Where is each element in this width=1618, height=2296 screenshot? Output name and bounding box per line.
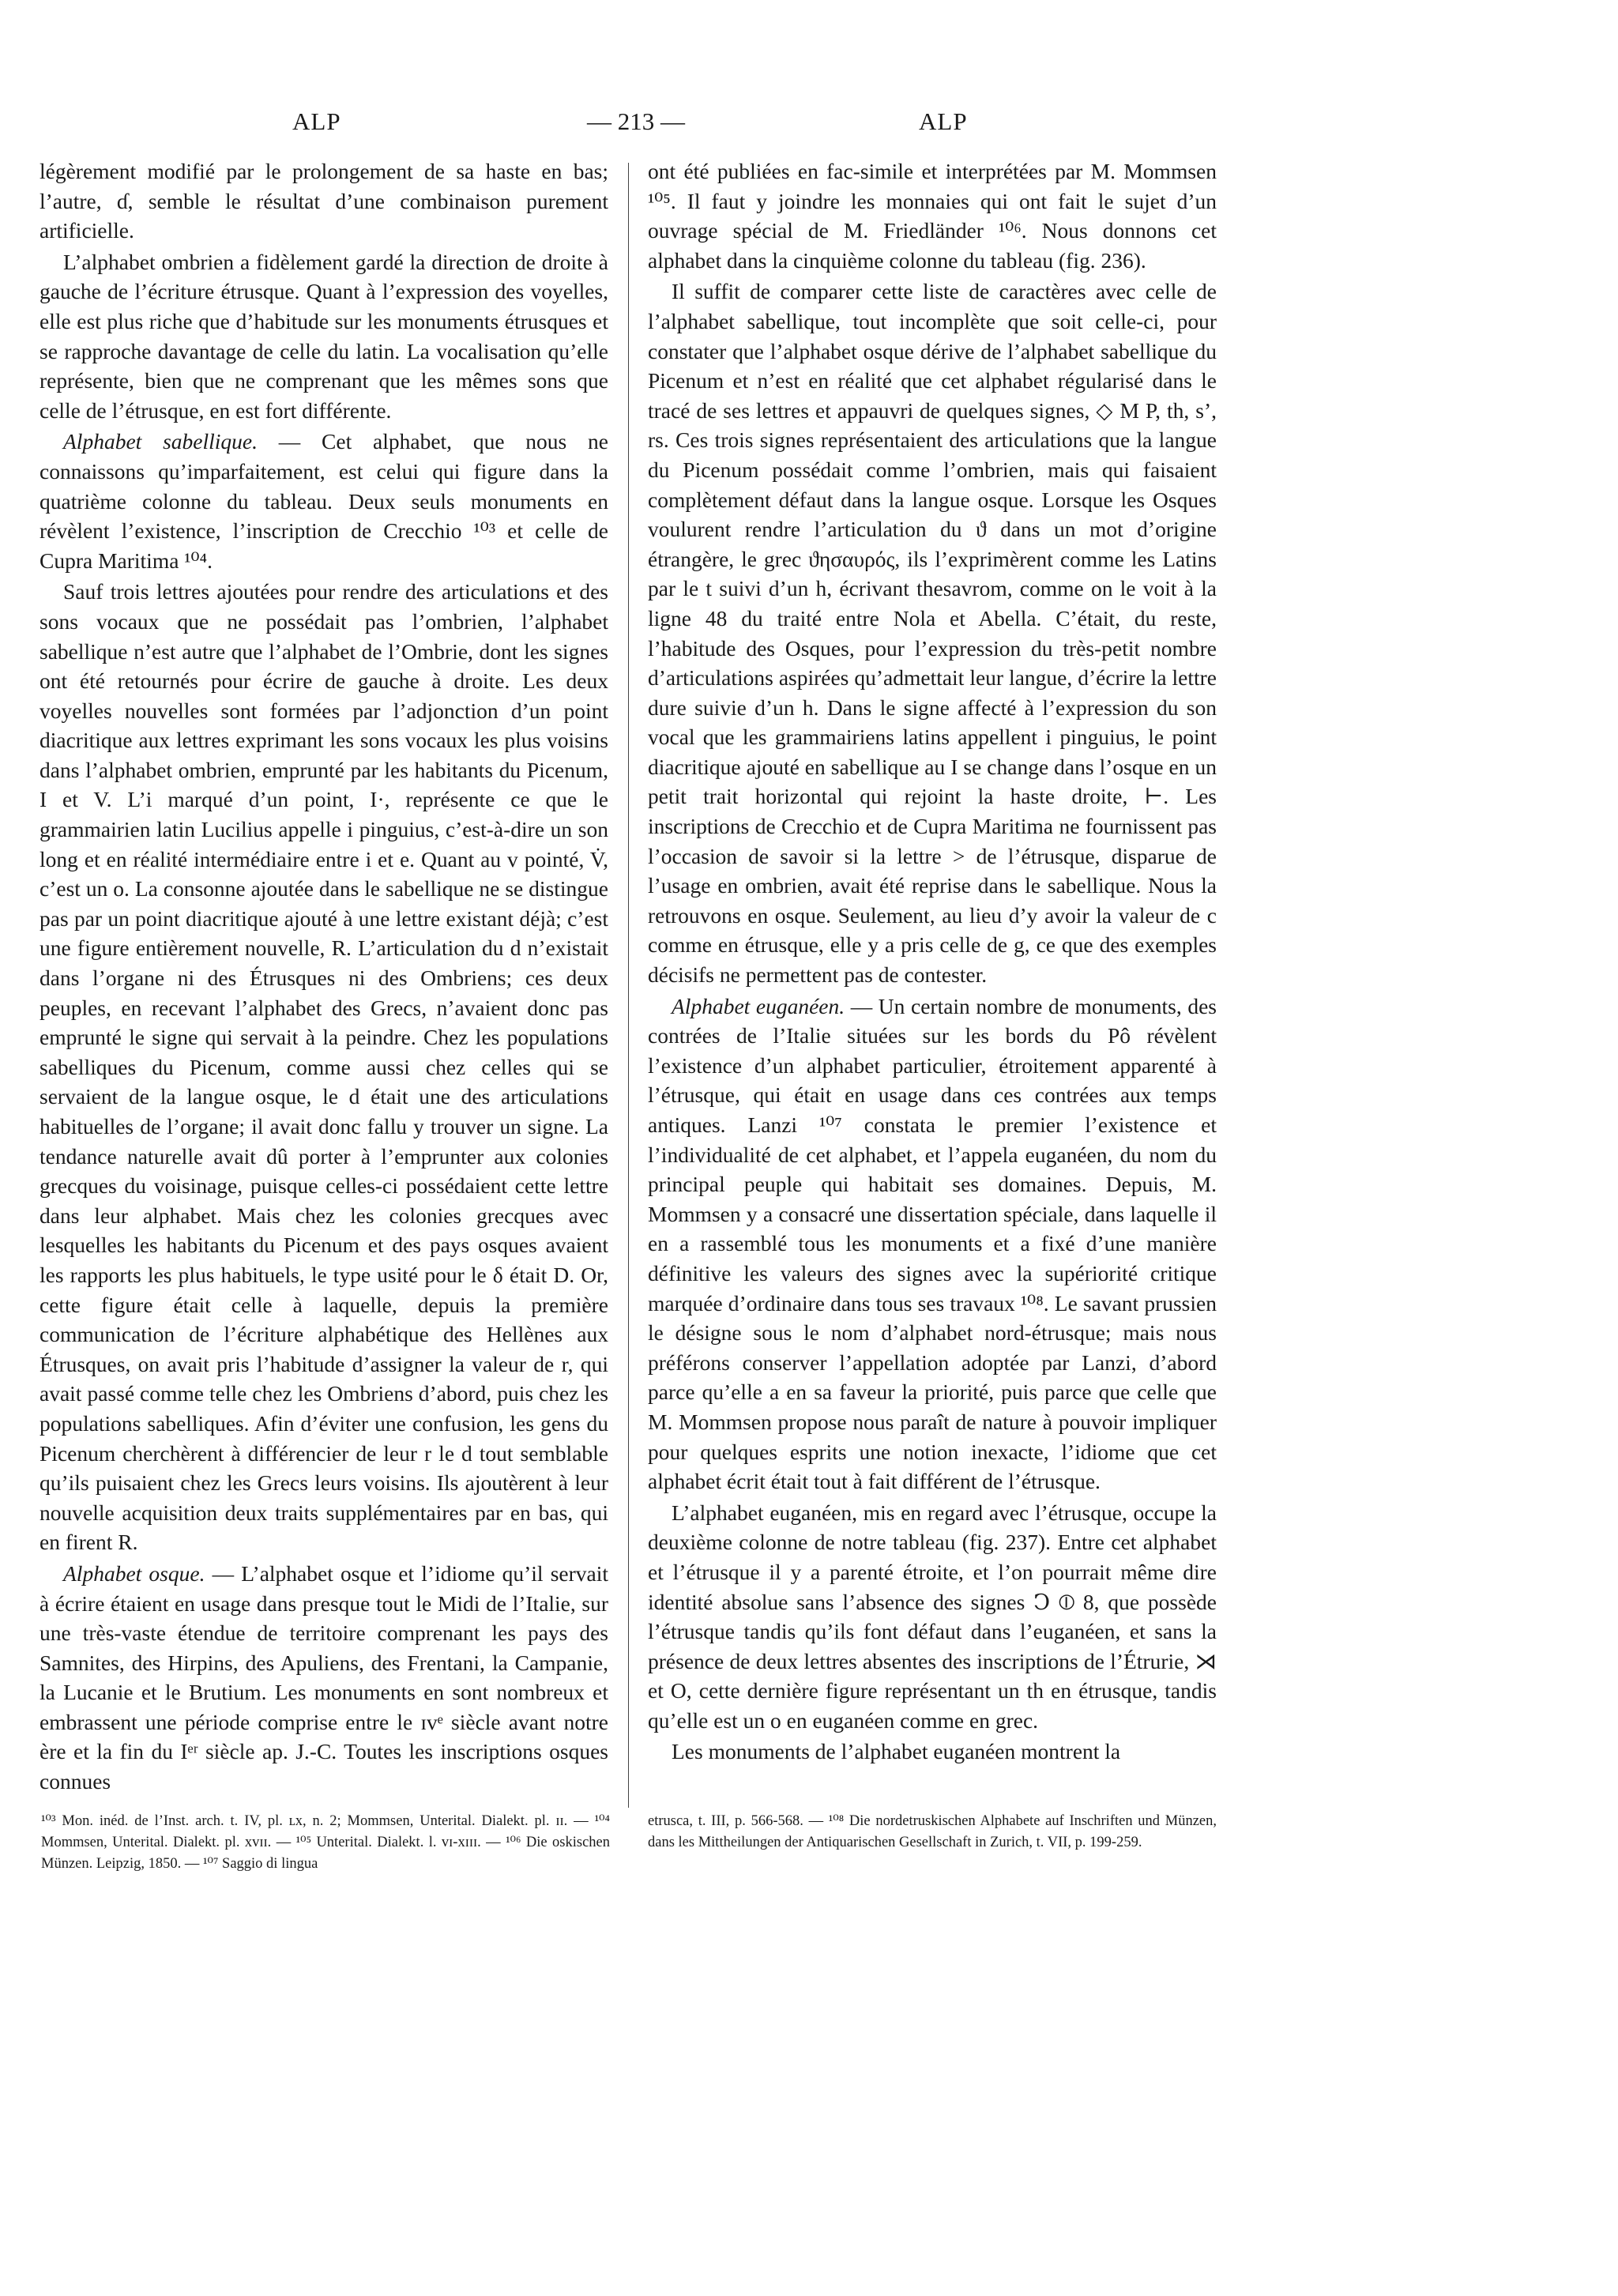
paragraph	[648, 277, 1217, 989]
running-header	[0, 107, 1618, 147]
paragraph	[40, 577, 608, 1557]
paragraph-text: — Un certain nombre de monuments, des contrées de l’Italie situées sur les bords du Pô révèlent l’existence d’un alphabet particulier, étroitement apparenté à l’étrusque, qui était en usage dans ces contrées aux temps antiques. Lanzi ¹⁰⁷ constata le premier l’existence et l’individualité de cet alphabet, et l’appela euganéen, du nom du principal peuple qui habitait ses domaines. Depuis, M. Mommsen y a consacré une dissertation spéciale, dans laquelle il en a rassemblé tous les monuments et a fixé d’une manière définitive les valeurs des signes avec la supériorité critique marquée d’ordinaire dans tous ses travaux ¹⁰⁸. Le savant prussien le désigne sous le nom d’alphabet nord-étrusque; mais nous préférons conserver l’appellation adoptée par Lanzi, d’abord parce qu’elle a en sa faveur la priorité, puis parce que celle que M. Mommsen propose nous paraît de nature à pouvoir impliquer pour quelques esprits une notion inexacte, l’idiome que cet alphabet écrit était tout à fait différent de l’étrusque.	[648, 993, 1217, 1494]
paragraph-text: Il suffit de comparer cette liste de caractères avec celle de l’alphabet sabellique, tout incomplète que soit celle-ci, pour constater que l’alphabet osque dérive de l’alphabet sabellique du Picenum et n’est en réalité que cet alphabet régularisé dans le tracé de ses lettres et appauvri de quelques signes, ◇ M P, th, s’, rs. Ces trois signes représentaient des articulations que la langue du Picenum possédait comme l’ombrien, mais qui faisaient complètement défaut dans la langue osque. Lorsque les Osques voulurent rendre l’articulation du ϑ dans un mot d’origine étrangère, le grec ϑησαυρός, ils l’exprimèrent comme les Latins par le t suivi d’un h, écrivant thesavrom, comme on le voit à la ligne 48 du traité entre Nola et Abella. C’était, du reste, l’habitude des Osques, pour l’expression du très-petit nombre d’articulations aspirées qu’admettait leur langue, d’écrire la lettre dure suivie d’un h. Dans le signe affecté à l’expression du son vocal que les grammairiens latins appellent i pinguius, le point diacritique ajouté en sabellique au I se change dans l’osque en un petit trait horizontal qui rejoint la haste droite, ⊢. Les inscriptions de Crecchio et de Cupra Maritima ne fournissent pas l’occasion de savoir si la lettre > de l’étrusque, disparue de l’usage en ombrien, avait été reprise dans le sabellique. Nous la retrouvons en osque. Seulement, au lieu d’y avoir la valeur de c comme en étrusque, elle y a pris celle de g, ce que des exemples décisifs ne permettent pas de contester.	[648, 279, 1217, 988]
paragraph-text: L’alphabet ombrien a fidèlement gardé la direction de droite à gauche de l’écriture étrusque. Quant à l’expression des voyelles, elle est plus riche que d’habitude sur les monuments étrusques et se rapproche davantage de celle du latin. La vocalisation qu’elle représente, bien que ne comprenant que les mêmes sons que celle de l’étrusque, en est fort différente.	[40, 249, 608, 423]
section-heading: Alphabet sabellique.	[63, 429, 258, 454]
paragraph-text: L’alphabet euganéen, mis en regard avec l’étrusque, occupe la deuxième colonne de notre tableau (fig. 237). Entre cet alphabet et l’étrusque il y a parenté étroite, et l’on pourrait même dire identité absolue sans l’absence des signes Ↄ ⦶ 8, que possède l’étrusque tandis qu’ils font défaut dans l’euganéen, et sans la présence de deux lettres absentes des inscriptions de l’Étrurie, ⋊ et O, cette dernière figure représentant un th en étrusque, tandis qu’elle est un o en euganéen comme en grec.	[648, 1500, 1217, 1733]
paragraph	[648, 156, 1217, 275]
right-column	[648, 156, 1217, 1767]
section-heading: Alphabet osque.	[63, 1560, 205, 1586]
header-right: ALP	[919, 107, 968, 135]
paragraph	[648, 992, 1217, 1496]
paragraph-text: — L’alphabet osque et l’idiome qu’il servait à écrire étaient en usage dans presque tout le Midi de l’Italie, sur une très-vaste étendue de territoire comprenant les pays des Samnites, des Hirpins, des Apuliens, des Frentani, la Campanie, la Lucanie et le Brutium. Les monuments en sont nombreux et embrassent une période comprise entre le ɪᴠᵉ siècle avant notre ère et la fin du Iᵉʳ siècle ap. J.-C. Toutes les inscriptions osques connues	[40, 1560, 608, 1794]
paragraph	[40, 427, 608, 575]
left-column	[40, 156, 608, 1797]
paragraph	[40, 1559, 608, 1797]
paragraph	[648, 1498, 1217, 1736]
paragraph	[40, 156, 608, 246]
header-left: ALP	[292, 107, 341, 135]
section-heading: Alphabet euganéen.	[672, 993, 845, 1018]
paragraph-text: Sauf trois lettres ajoutées pour rendre des articulations et des sons vocaux que ne possédait pas l’ombrien, l’alphabet sabellique n’est autre que l’alphabet de l’Ombrie, dont les signes ont été retournés pour écrire de gauche à droite. Les deux voyelles nouvelles sont formées par l’adjonction d’un point diacritique aux lettres exprimant les sons vocaux les plus voisins dans l’alphabet ombrien, emprunté par les habitants du Picenum, I et V. L’i marqué d’un point, I·, représente ce que le grammairien latin Lucilius appelle i pinguius, c’est-à-dire un son long et en réalité intermédiaire entre i et e. Quant au v pointé, V̇, c’est un o. La consonne ajoutée dans le sabellique ne se distingue pas par un point diacritique ajouté à une lettre existant déjà; c’est une figure entièrement nouvelle, R. L’articulation du d n’existait dans l’organe ni des Étrusques ni des Ombriens; ces deux peuples, en recevant l’alphabet des Grecs, n’avaient donc pas emprunté le signe qui servait à la peindre. Chez les populations sabelliques du Picenum, comme aussi chez celles qui se servaient de la langue osque, le d était une des articulations habituelles de l’organe; il avait donc fallu y trouver un signe. La tendance naturelle avait dû porter à l’emprunter aux colonies grecques du voisinage, puisque celles-ci possédaient cette lettre dans leur alphabet. Mais chez les colonies grecques avec lesquelles les habitants du Picenum et des pays osques avaient les rapports les plus habituels, le type usité pour le δ était D. Or, cette figure était celle à laquelle, depuis la première communication de l’écriture alphabétique des Hellènes aux Étrusques, on avait pris l’habitude d’assigner la valeur de r, qui avait passé comme telle chez les Ombriens d’abord, puis chez les populations sabelliques. Afin d’éviter une confusion, les gens du Picenum cherchèrent à différencier de leur r le d tout semblable qu’ils puisaient chez les Grecs leurs voisins. Ils ajoutèrent à leur nouvelle acquisition deux traits supplémentaires par en bas, qui en firent R.	[40, 579, 608, 1555]
footnote-text-right: etrusca, t. III, p. 566-568. — ¹⁰⁸ Die nordetruskischen Alphabete auf Inschriften und Münzen, dans les Mittheilungen der Antiquarischen Gesellschaft in Zurich, t. VII, p. 199-259.	[648, 1813, 1217, 1850]
paragraph	[40, 247, 608, 426]
paragraph-text: légèrement modifié par le prolongement de sa haste en bas; l’autre, ɗ, semble le résultat d’une combinaison purement artificielle.	[40, 159, 608, 243]
paragraph-text: — Cet alphabet, que nous ne connaissons qu’imparfaitement, est celui qui figure dans la quatrième colonne du tableau. Deux seuls monuments en révèlent l’existence, l’inscription de Crecchio ¹⁰³ et celle de Cupra Maritima ¹⁰⁴.	[40, 429, 608, 573]
paragraph-text: ont été publiées en fac-simile et interprétées par M. Mommsen ¹⁰⁵. Il faut y joindre les monnaies qui ont fait le sujet d’un ouvrage spécial de M. Friedländer ¹⁰⁶. Nous donnons cet alphabet dans la cinquième colonne du tableau (fig. 236).	[648, 159, 1217, 273]
footnotes-right	[648, 1811, 1217, 1854]
paragraph	[648, 1737, 1217, 1767]
footnote-text-left: ¹⁰³ Mon. inéd. de l’Inst. arch. t. IV, pl. ʟx, n. 2; Mommsen, Unterital. Dialekt. pl. ɪɪ. — ¹⁰⁴ Mommsen, Unterital. Dialekt. pl. xᴠɪɪ. — ¹⁰⁵ Unterital. Dialekt. l. ᴠɪ-xɪɪɪ. — ¹⁰⁶ Die oskischen Münzen. Leipzig, 1850. — ¹⁰⁷ Saggio di lingua	[41, 1813, 610, 1872]
page-number: — 213 —	[587, 107, 685, 135]
column-divider	[628, 163, 629, 1808]
paragraph-text: Les monuments de l’alphabet euganéen montrent la	[672, 1739, 1121, 1764]
footnotes-left	[41, 1811, 610, 1875]
